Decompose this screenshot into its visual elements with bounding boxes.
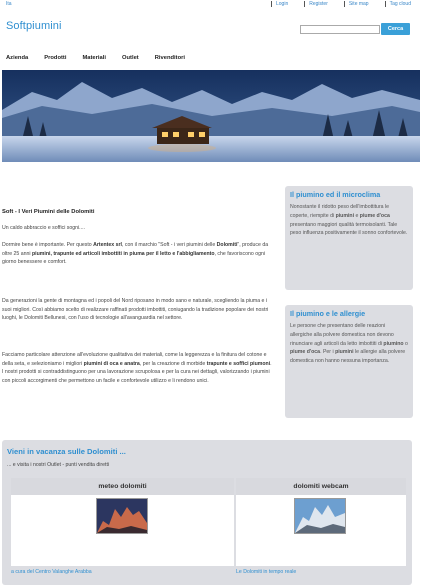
nav-item-azienda[interactable]: Azienda <box>6 55 29 61</box>
paragraph-3: Facciamo particolare attenzione all'evoluzione qualitativa dei materiali, come la leggerezza e la finitura del cotone e della seta, e selezioniamo i migliori piumini di oca e anatra, per la creazione di morbide trapunte e soffici piumoni. I nostri prodotti si contraddistinguono per una lavorazione scrupolosa e per la cura nei dettagli, valorizzando i piumini con piccoli accorgimenti che permettono un facile e confortevole utilizzo e li rendono unici. <box>2 352 272 385</box>
top-bar <box>0 0 423 10</box>
microclima-text: Nonostante il ridotto peso dell'imbottitura le coperte, riempite di piumini e piume d'oca presentano maggiori qualità termoisolanti. Tale peso influenza positivamente il sonno confortevole. <box>290 204 408 237</box>
top-links <box>261 1 417 7</box>
microclima-box <box>285 186 413 290</box>
site-logo[interactable]: Softpiumini <box>6 20 62 32</box>
meteo-dolomiti-image[interactable] <box>96 498 148 534</box>
paragraph-2: Da generazioni la gente di montagna ed i popoli del Nord riposano in modo sano e naturale, scegliendo la piuma e i suoi migliori. Così abbiamo scelto di realizzare raffinati prodotti imbottiti, coniugando la tradizione popolare dei nostri luoghi, le Dolomiti Bellunesi, con l'uso di tecnologie all'avanguardia nel settore. <box>2 298 269 322</box>
webcam-panel <box>236 478 406 566</box>
search-input[interactable] <box>300 25 380 34</box>
meteo-panel-title: meteo dolomiti <box>11 478 234 495</box>
register-link[interactable]: Register <box>304 1 334 7</box>
header-banner-image <box>2 70 420 162</box>
microclima-title[interactable]: Il piumino ed il microclima <box>290 190 381 199</box>
vacanza-title[interactable]: Vieni in vacanza sulle Dolomiti ... <box>7 447 126 456</box>
meteo-panel <box>11 478 234 566</box>
paragraph-1: Dormire bene è importante. Per questo Artentex srl, con il marchio "Soft - i veri piumini delle Dolomiti", produce da oltre 25 anni piumini, trapunte ed articoli imbottiti in piuma per il letto e l'abbigliamento, che favoriscono ogni giorno benessere e comfort. <box>2 242 269 266</box>
webcam-panel-title: dolomiti webcam <box>236 478 406 495</box>
vacanza-subtitle: ... e visita i nostri Outlet - punti vendita diretti <box>7 462 110 468</box>
search-button[interactable]: Cerca <box>381 23 410 35</box>
allergie-text: Le persone che presentano delle reazioni allergiche alla polvere domestica non devono rinunciare agli articoli da letto imbottiti di piumino o piume d'oca. Per i piumini le allergie alla polvere domestica non hanno nessuna importanza. <box>290 323 408 365</box>
nav-item-rivenditori[interactable]: Rivenditori <box>154 55 186 61</box>
nav-item-prodotti[interactable]: Prodotti <box>44 55 67 61</box>
language-link[interactable]: Ita <box>6 1 12 7</box>
site-map-link[interactable]: Site map <box>344 1 375 7</box>
login-link[interactable]: Login <box>271 1 294 7</box>
nav-item-materiali[interactable]: Materiali <box>82 55 106 61</box>
intro-text: Un caldo abbraccio e soffici sogni.... <box>2 225 85 231</box>
centro-valanghe-link[interactable]: a cura del Centro Valanghe Arabba <box>11 569 92 575</box>
dolomiti-webcam-image[interactable] <box>294 498 346 534</box>
main-nav <box>0 50 423 66</box>
page-title: Soft - I Veri Piumini delle Dolomiti <box>2 209 95 215</box>
allergie-title[interactable]: Il piumino e le allergie <box>290 309 366 318</box>
tag-cloud-link[interactable]: Tag cloud <box>385 1 417 7</box>
nav-item-outlet[interactable]: Outlet <box>121 55 139 61</box>
tempo-reale-link[interactable]: Le Dolomiti in tempo reale <box>236 569 297 575</box>
vacanza-section <box>2 440 412 585</box>
allergie-box <box>285 305 413 418</box>
